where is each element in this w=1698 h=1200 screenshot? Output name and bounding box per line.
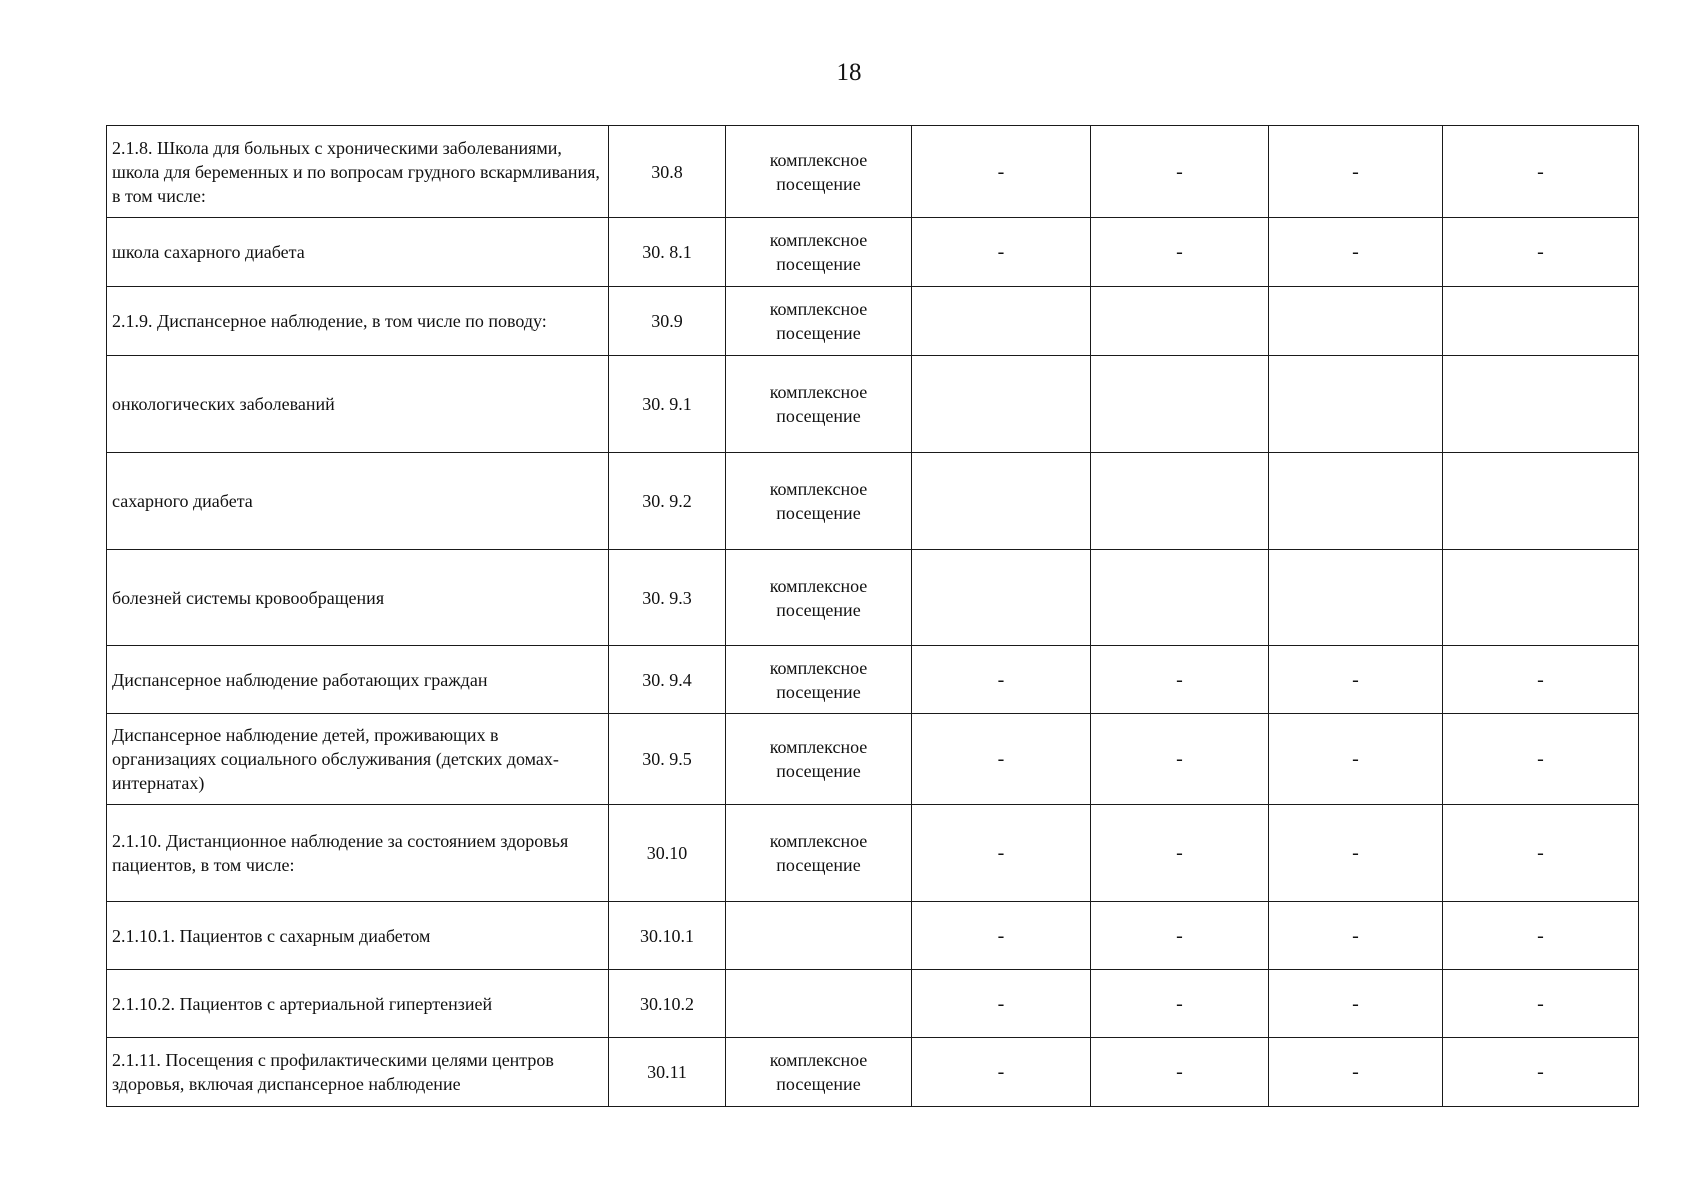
row-value: - bbox=[912, 805, 1091, 902]
row-value bbox=[1443, 550, 1639, 646]
row-value: - bbox=[1443, 218, 1639, 287]
row-value bbox=[1091, 287, 1269, 356]
row-unit bbox=[726, 902, 912, 970]
row-value: - bbox=[912, 126, 1091, 218]
row-value bbox=[1443, 287, 1639, 356]
row-value bbox=[1269, 453, 1443, 550]
row-name: сахарного диабета bbox=[107, 453, 609, 550]
table-row bbox=[107, 970, 1639, 1038]
table-row bbox=[107, 805, 1639, 902]
row-value bbox=[1269, 287, 1443, 356]
row-unit: комплексное посещение bbox=[726, 287, 912, 356]
row-value: - bbox=[1269, 1038, 1443, 1107]
row-code: 30. 9.2 bbox=[609, 453, 726, 550]
row-code: 30.8 bbox=[609, 126, 726, 218]
table-row bbox=[107, 218, 1639, 287]
row-code: 30.10 bbox=[609, 805, 726, 902]
table-row bbox=[107, 1038, 1639, 1107]
row-code: 30. 9.1 bbox=[609, 356, 726, 453]
row-name: онкологических заболеваний bbox=[107, 356, 609, 453]
row-value: - bbox=[912, 970, 1091, 1038]
table-row bbox=[107, 356, 1639, 453]
row-value: - bbox=[1091, 714, 1269, 805]
row-value: - bbox=[1443, 1038, 1639, 1107]
table-row bbox=[107, 646, 1639, 714]
row-value bbox=[912, 453, 1091, 550]
row-value: - bbox=[912, 646, 1091, 714]
row-code: 30. 9.4 bbox=[609, 646, 726, 714]
row-value: - bbox=[1091, 805, 1269, 902]
row-name: Диспансерное наблюдение детей, проживающих в организациях социального обслуживания (детских домах- интернатах) bbox=[107, 714, 609, 805]
row-name: 2.1.10.2. Пациентов с артериальной гипертензией bbox=[107, 970, 609, 1038]
row-value: - bbox=[1443, 714, 1639, 805]
row-value bbox=[912, 356, 1091, 453]
row-unit: комплексное посещение bbox=[726, 805, 912, 902]
table-row bbox=[107, 714, 1639, 805]
row-unit: комплексное посещение bbox=[726, 1038, 912, 1107]
row-value: - bbox=[1091, 646, 1269, 714]
row-value: - bbox=[1091, 1038, 1269, 1107]
row-code: 30.10.1 bbox=[609, 902, 726, 970]
row-name: 2.1.9. Диспансерное наблюдение, в том числе по поводу: bbox=[107, 287, 609, 356]
services-table bbox=[106, 125, 1639, 1107]
row-unit bbox=[726, 970, 912, 1038]
row-value: - bbox=[912, 902, 1091, 970]
row-value: - bbox=[1443, 646, 1639, 714]
row-value: - bbox=[1091, 126, 1269, 218]
row-code: 30. 9.3 bbox=[609, 550, 726, 646]
row-value bbox=[912, 287, 1091, 356]
row-value: - bbox=[1443, 902, 1639, 970]
row-value: - bbox=[1269, 970, 1443, 1038]
row-value: - bbox=[1269, 646, 1443, 714]
row-name: 2.1.8. Школа для больных с хроническими заболеваниями, школа для беременных и по вопросам грудного вскармливания, в том числе: bbox=[107, 126, 609, 218]
row-code: 30.10.2 bbox=[609, 970, 726, 1038]
row-value bbox=[1443, 356, 1639, 453]
row-value: - bbox=[1443, 805, 1639, 902]
table-row bbox=[107, 287, 1639, 356]
row-name: Диспансерное наблюдение работающих граждан bbox=[107, 646, 609, 714]
row-value: - bbox=[1091, 970, 1269, 1038]
row-value: - bbox=[1269, 714, 1443, 805]
row-value bbox=[1269, 356, 1443, 453]
table-row bbox=[107, 550, 1639, 646]
row-value bbox=[1443, 453, 1639, 550]
row-value: - bbox=[1443, 126, 1639, 218]
row-value: - bbox=[1091, 902, 1269, 970]
row-unit: комплексное посещение bbox=[726, 646, 912, 714]
row-name: 2.1.10. Дистанционное наблюдение за состоянием здоровья пациентов, в том числе: bbox=[107, 805, 609, 902]
row-unit: комплексное посещение bbox=[726, 126, 912, 218]
row-unit: комплексное посещение bbox=[726, 714, 912, 805]
row-code: 30.11 bbox=[609, 1038, 726, 1107]
row-unit: комплексное посещение bbox=[726, 550, 912, 646]
row-code: 30.9 bbox=[609, 287, 726, 356]
table-row bbox=[107, 902, 1639, 970]
row-value: - bbox=[1091, 218, 1269, 287]
row-value bbox=[1091, 550, 1269, 646]
row-value bbox=[1269, 550, 1443, 646]
row-value: - bbox=[912, 714, 1091, 805]
row-value: - bbox=[912, 1038, 1091, 1107]
row-code: 30. 8.1 bbox=[609, 218, 726, 287]
row-name: 2.1.10.1. Пациентов с сахарным диабетом bbox=[107, 902, 609, 970]
row-value bbox=[1091, 356, 1269, 453]
row-unit: комплексное посещение bbox=[726, 453, 912, 550]
row-value: - bbox=[1269, 218, 1443, 287]
row-value bbox=[912, 550, 1091, 646]
row-unit: комплексное посещение bbox=[726, 218, 912, 287]
row-name: школа сахарного диабета bbox=[107, 218, 609, 287]
row-value: - bbox=[1269, 902, 1443, 970]
table-row bbox=[107, 126, 1639, 218]
row-value: - bbox=[1269, 126, 1443, 218]
page-number: 18 bbox=[836, 59, 862, 86]
row-value: - bbox=[1269, 805, 1443, 902]
row-value bbox=[1091, 453, 1269, 550]
row-name: болезней системы кровообращения bbox=[107, 550, 609, 646]
row-unit: комплексное посещение bbox=[726, 356, 912, 453]
row-value: - bbox=[1443, 970, 1639, 1038]
row-code: 30. 9.5 bbox=[609, 714, 726, 805]
table-row bbox=[107, 453, 1639, 550]
row-name: 2.1.11. Посещения с профилактическими целями центров здоровья, включая диспансерное наблюдение bbox=[107, 1038, 609, 1107]
row-value: - bbox=[912, 218, 1091, 287]
